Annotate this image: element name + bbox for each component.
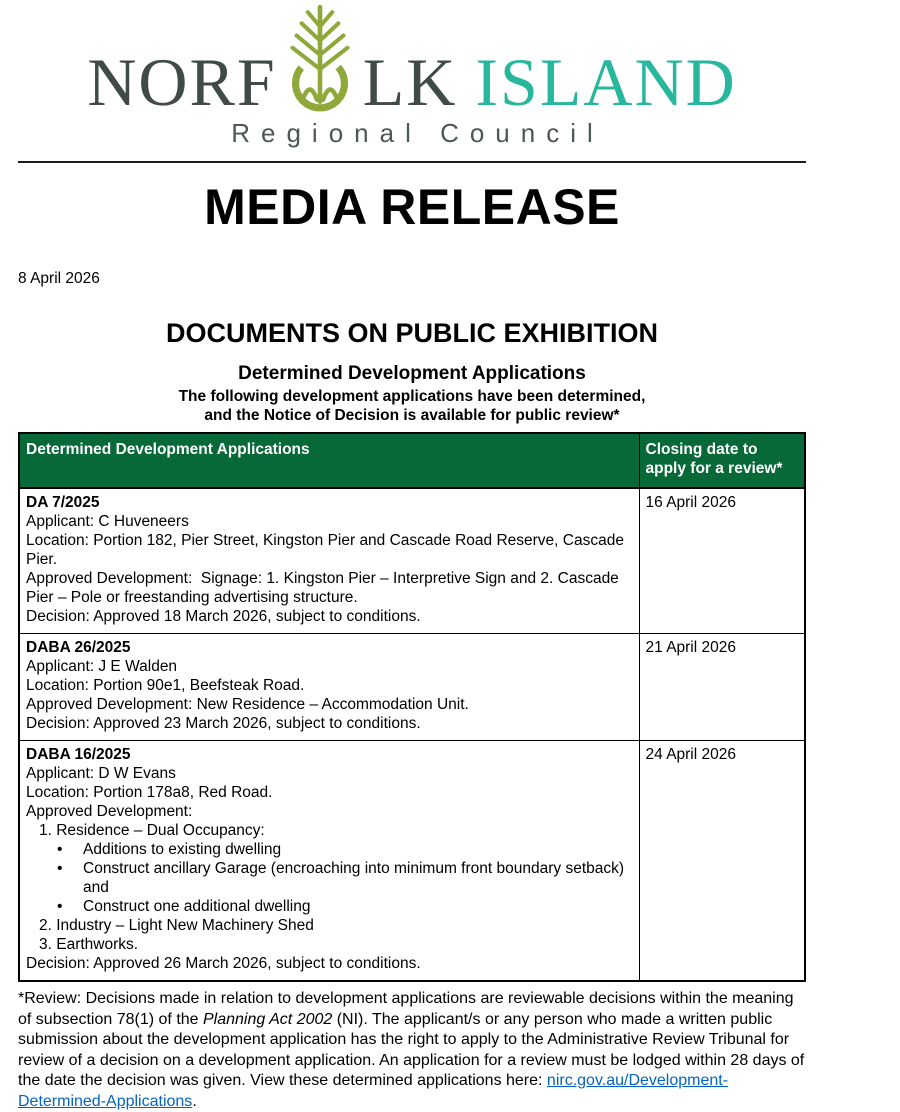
footnote-text: (NI). The applicant/s or any person who made a written public submission about the development application has the right to apply to the Administrative Review Tribunal for review of a decision on a development application. An application for a review must be lodged within 28 days of the date the decision was given. View these determined applications here: — [18, 1010, 805, 1089]
application-id: DABA 26/2025 — [26, 639, 131, 656]
review-footnote — [18, 989, 806, 1112]
bullet-text: Construct ancillary Garage (encroaching into minimum front boundary setback) and — [83, 860, 625, 896]
approved-development-line: Approved Development: New Residence – Accommodation Unit. — [26, 696, 469, 713]
bullet-text: Construct one additional dwelling — [83, 898, 311, 915]
bullet-icon — [57, 859, 83, 897]
application-details-cell — [19, 488, 639, 634]
section-heading: DOCUMENTS ON PUBLIC EXHIBITION — [165, 318, 658, 348]
media-release-page — [18, 4, 806, 1112]
page-title: MEDIA RELEASE — [204, 179, 620, 235]
approved-development-line: Approved Development: Signage: 1. Kingston Pier – Interpretive Sign and 2. Cascade Pier – Pole or freestanding advertising structure. — [26, 570, 624, 606]
numbered-item-3: 3. Earthworks. — [39, 936, 139, 953]
applicant-line: Applicant: C Huveneers — [26, 513, 189, 530]
col-header-closing-date: Closing date to apply for a review* — [639, 433, 805, 488]
logo-text-island: ISLAND — [475, 44, 737, 120]
determined-applications-link[interactable]: nirc.gov.au/Development-Determined-Applications — [18, 1072, 729, 1110]
footnote-period: . — [192, 1092, 197, 1110]
decision-line: Decision: Approved 26 March 2026, subject to conditions. — [26, 955, 421, 972]
bullet-item — [57, 840, 633, 859]
norfolk-pine-icon — [274, 4, 366, 116]
logo-subtitle: Regional Council — [231, 118, 604, 148]
table-row-daba-16-2025 — [19, 741, 805, 982]
closing-date-cell: 21 April 2026 — [639, 634, 805, 741]
bullet-text: Additions to existing dwelling — [83, 841, 282, 858]
closing-date-cell: 16 April 2026 — [639, 488, 805, 634]
application-details-cell — [19, 741, 639, 982]
decision-line: Decision: Approved 18 March 2026, subject to conditions. — [26, 608, 421, 625]
decision-line: Decision: Approved 23 March 2026, subject to conditions. — [26, 715, 421, 732]
release-date: 8 April 2026 — [18, 270, 100, 287]
act-name-italic: Planning Act 2002 — [203, 1010, 333, 1028]
location-line: Location: Portion 90e1, Beefsteak Road. — [26, 677, 305, 694]
table-header-row — [19, 433, 805, 488]
numbered-item-1: 1. Residence – Dual Occupancy: — [39, 822, 265, 839]
bullet-item — [57, 859, 633, 897]
bullet-icon — [57, 840, 83, 859]
applicant-line: Applicant: J E Walden — [26, 658, 178, 675]
section-subheading: Determined Development Applications — [238, 363, 586, 384]
location-line: Location: Portion 178a8, Red Road. — [26, 784, 273, 801]
approved-development-line: Approved Development: — [26, 803, 193, 820]
logo-wordmark — [18, 4, 806, 120]
table-row-daba-26-2025 — [19, 634, 805, 741]
header-divider — [18, 161, 806, 163]
applicant-line: Applicant: D W Evans — [26, 765, 176, 782]
intro-line-2: and the Notice of Decision is available for public review* — [204, 407, 620, 424]
application-id: DA 7/2025 — [26, 494, 100, 511]
council-logo — [18, 4, 806, 149]
location-line: Location: Portion 182, Pier Street, Kingston Pier and Cascade Road Reserve, Cascade Pier. — [26, 532, 629, 568]
col-header-applications: Determined Development Applications — [19, 433, 639, 488]
closing-date-cell: 24 April 2026 — [639, 741, 805, 982]
intro-text — [18, 387, 806, 425]
table-row-da-7-2025 — [19, 488, 805, 634]
logo-text-norf: NORF — [87, 44, 277, 120]
footnote-text: *Review: Decisions made in relation to development applications are reviewable decisions within the meaning of subsection 78(1) of the — [18, 990, 794, 1028]
bullet-icon — [57, 897, 83, 916]
logo-text-lk: LK — [362, 44, 458, 120]
applications-table — [18, 432, 806, 982]
intro-line-1: The following development applications have been determined, — [178, 388, 646, 405]
application-details-cell — [19, 634, 639, 741]
application-id: DABA 16/2025 — [26, 746, 131, 763]
numbered-item-2: 2. Industry – Light New Machinery Shed — [39, 917, 314, 934]
bullet-item — [57, 897, 633, 916]
